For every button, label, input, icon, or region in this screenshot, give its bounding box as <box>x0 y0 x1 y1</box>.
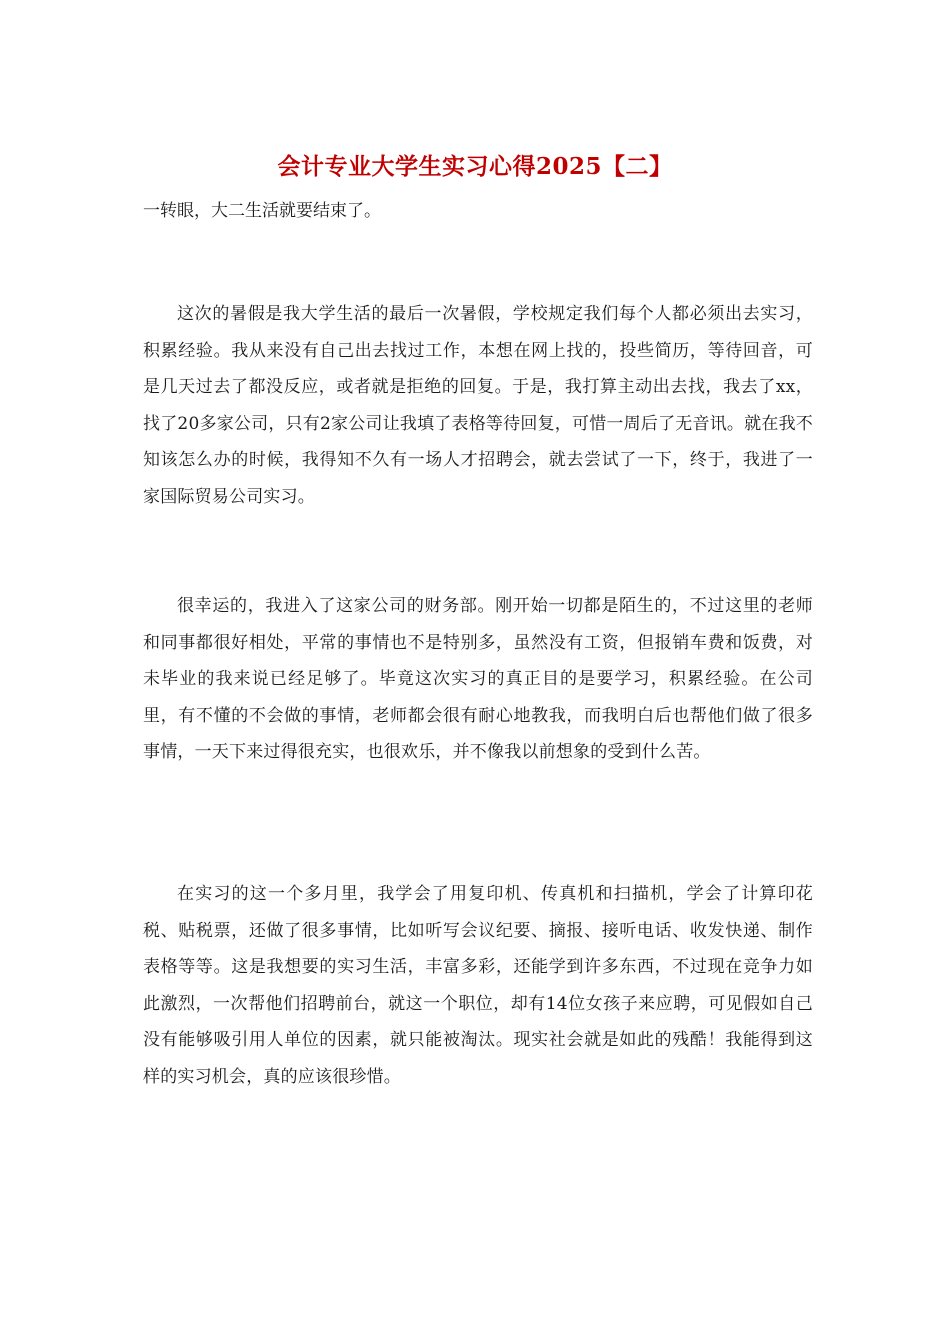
document-title: 会计专业大学生实习心得2025【二】 <box>277 153 673 180</box>
intro-line: 一转眼，大二生活就要结束了。 <box>143 201 381 221</box>
paragraph-1: 这次的暑假是我大学生活的最后一次暑假，学校规定我们每个人都必须出去实习，积累经验。我从来没有自己出去找过工作，本想在网上找的，投些简历，等待回音，可是几天过去了都没反应，或者就是拒绝的回复。于是，我打算主动出去找，我去了xx，找了20多家公司，只有2家公司让我填了表格等待回复，可惜一周后了无音讯。就在我不知该怎么办的时候，我得知不久有一场人才招聘会，就去尝试了一下，终于，我进了一家国际贸易公司实习。 <box>143 304 813 507</box>
paragraph-2: 很幸运的，我进入了这家公司的财务部。刚开始一切都是陌生的，不过这里的老师和同事都很好相处，平常的事情也不是特别多，虽然没有工资，但报销车费和饭费，对未毕业的我来说已经足够了。毕竟这次实习的真正目的是要学习，积累经验。在公司里，有不懂的不会做的事情，老师都会很有耐心地教我，而我明白后也帮他们做了很多事情，一天下来过得很充实，也很欢乐，并不像我以前想象的受到什么苦。 <box>143 596 813 762</box>
paragraph-3: 在实习的这一个多月里，我学会了用复印机、传真机和扫描机，学会了计算印花税、贴税票，还做了很多事情，比如听写会议纪要、摘报、接听电话、收发快递、制作表格等等。这是我想要的实习生活，丰富多彩，还能学到许多东西，不过现在竞争力如此激烈，一次帮他们招聘前台，就这一个职位，却有14位女孩子来应聘，可见假如自己没有能够吸引用人单位的因素，就只能被淘汰。现实社会就是如此的残酷！我能得到这样的实习机会，真的应该很珍惜。 <box>143 884 813 1087</box>
